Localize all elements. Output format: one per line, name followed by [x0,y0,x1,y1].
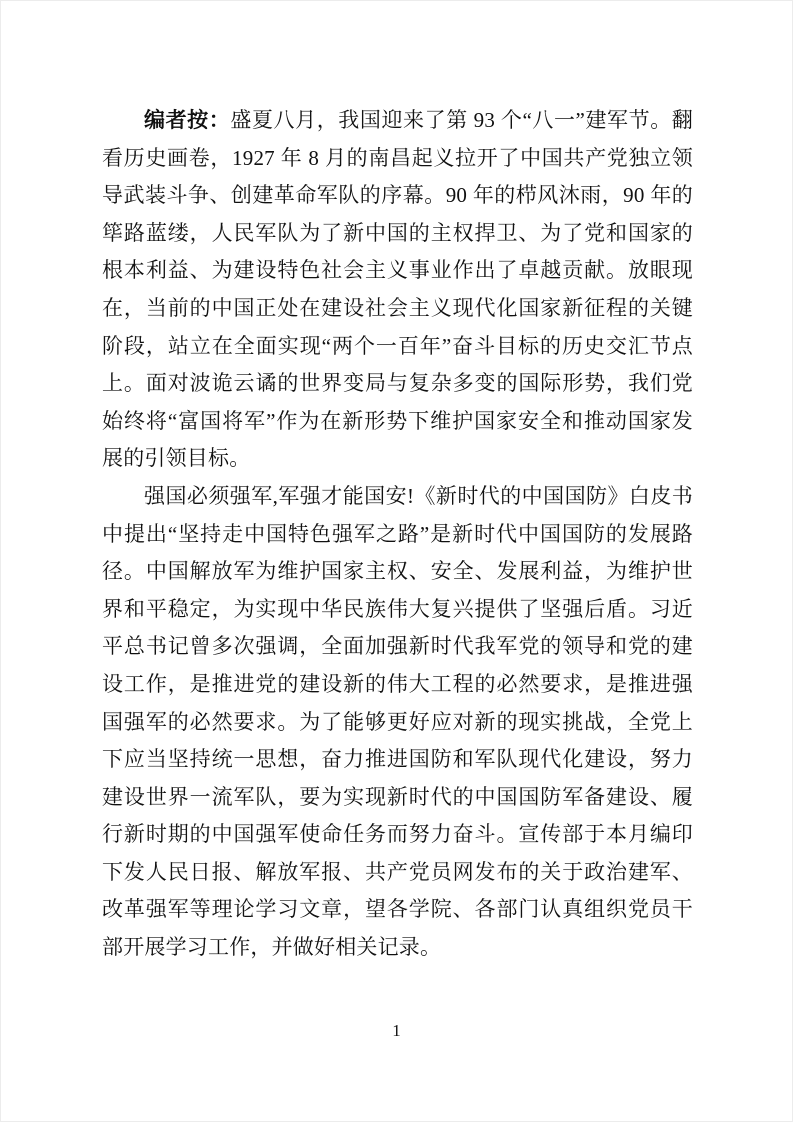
editor-note-paragraph [102,102,693,478]
body-paragraph [102,478,693,967]
page-number: 1 [392,1021,401,1040]
document-body [102,102,693,967]
page-footer [1,1021,792,1041]
editor-note-label: 编者按： [144,108,231,132]
body-paragraph-text: 强国必须强军,军强才能国安!《新时代的中国国防》白皮书中提出“坚持走中国特色强军之路”是新时代中国国防的发展路径。中国解放军为维护国家主权、安全、发展利益，为维护世界和平稳定，为实现中华民族伟大复兴提供了坚强后盾。习近平总书记曾多次强调，全面加强新时代我军党的领导和党的建设工作，是推进党的建设新的伟大工程的必然要求，是推进强国强军的必然要求。为了能够更好应对新的现实挑战，全党上下应当坚持统一思想，奋力推进国防和军队现代化建设，努力建设世界一流军队，要为实现新时代的中国国防军备建设、履行新时期的中国强军使命任务而努力奋斗。宣传部于本月编印下发人民日报、解放军报、共产党员网发布的关于政治建军、改革强军等理论学习文章，望各学院、各部门认真组织党员干部开展学习工作，并做好相关记录。 [102,483,693,960]
editor-note-text: 盛夏八月，我国迎来了第 93 个“八一”建军节。翻看历史画卷，1927 年 8 月的南昌起义拉开了中国共产党独立领导武装斗争、创建革命军队的序幕。90 年的栉风沐雨，90 年的筚路蓝缕，人民军队为了新中国的主权捍卫、为了党和国家的根本利益、为建设特色社会主义事业作出了卓越贡献。放眼现在，当前的中国正处在建设社会主义现代化国家新征程的关键阶段，站立在全面实现“两个一百年”奋斗目标的历史交汇节点上。面对波诡云谲的世界变局与复杂多变的国际形势，我们党始终将“富国将军”作为在新形势下维护国家安全和推动国家发展的引领目标。 [102,108,694,471]
